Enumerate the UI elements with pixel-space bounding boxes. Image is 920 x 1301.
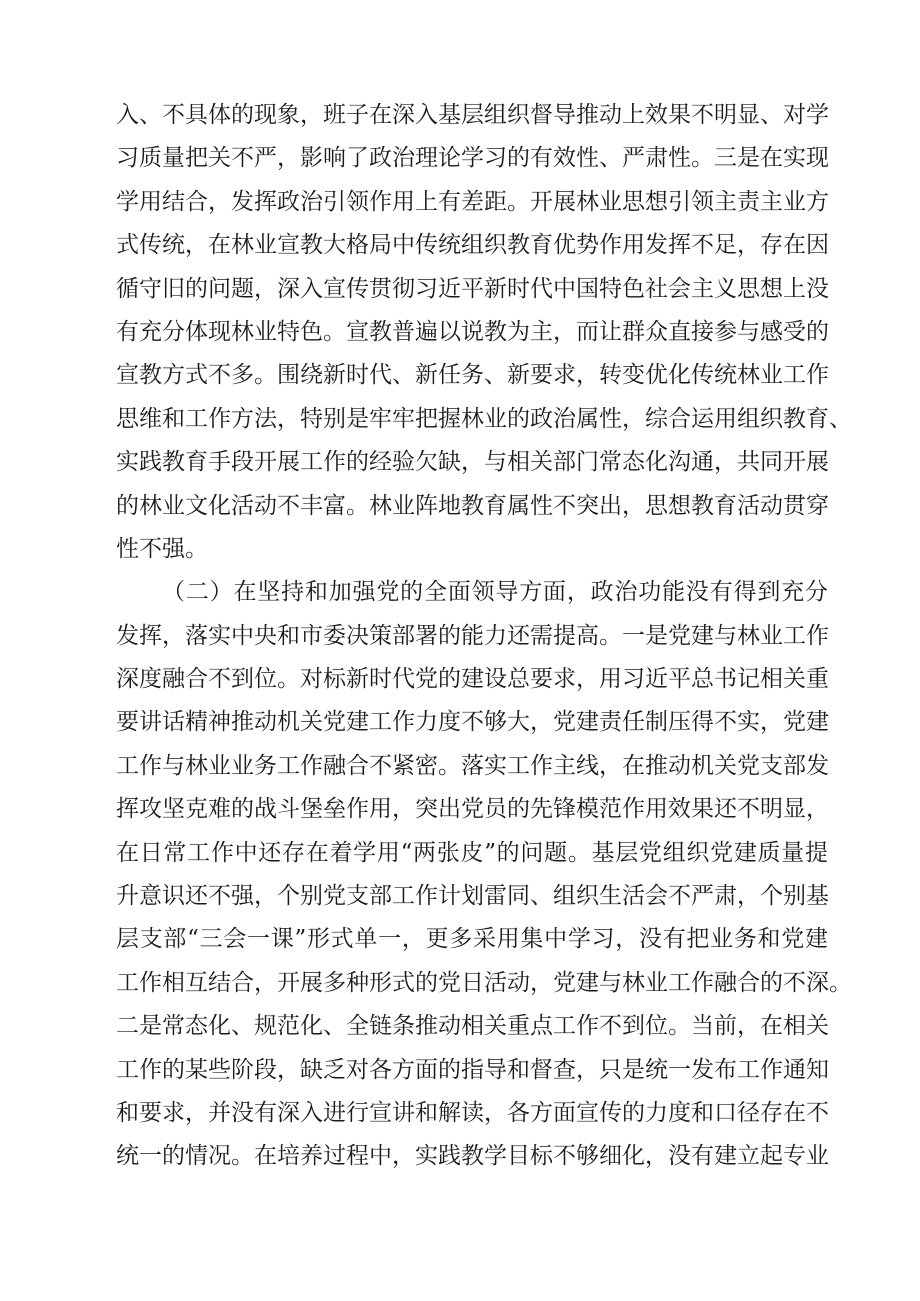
text-line-20: 层支部“三会一课”形式单一，更多采用集中学习，没有把业务和党建 xyxy=(116,926,828,953)
text-line-6: 有充分体现林业特色。宣教普遍以说教为主，而让群众直接参与感受的 xyxy=(116,318,829,345)
text-line-15: 要讲话精神推动机关党建工作力度不够大，党建责任制压得不实，党建 xyxy=(116,709,829,736)
text-line-4: 式传统，在林业宣教大格局中传统组织教育优势作用发挥不足，存在因 xyxy=(116,232,829,259)
text-line-5: 循守旧的问题，深入宣传贯彻习近平新时代中国特色社会主义思想上没 xyxy=(116,275,829,302)
text-line-23: 工作的某些阶段，缺乏对各方面的指导和督查，只是统一发布工作通知 xyxy=(116,1056,829,1083)
text-line-17: 挥攻坚克难的战斗堡垒作用，突出党员的先锋模范作用效果还不明显， xyxy=(116,796,829,823)
text-line-14: 深度融合不到位。对标新时代党的建设总要求，用习近平总书记相关重 xyxy=(116,666,829,693)
body-text xyxy=(116,94,852,1179)
text-line-10: 的林业文化活动不丰富。林业阵地教育属性不突出，思想教育活动贯穿 xyxy=(116,492,829,519)
text-line-11: 性不强。 xyxy=(116,535,208,562)
text-line-16: 工作与林业业务工作融合不紧密。落实工作主线，在推动机关党支部发 xyxy=(116,752,829,779)
text-line-19: 升意识还不强，个别党支部工作计划雷同、组织生活会不严肃，个别基 xyxy=(116,883,829,910)
text-line-9: 实践教育手段开展工作的经验欠缺，与相关部门常态化沟通，共同开展 xyxy=(116,449,829,476)
text-line-24: 和要求，并没有深入进行宣讲和解读，各方面宣传的力度和口径存在不 xyxy=(116,1099,829,1126)
text-line-1: 入、不具体的现象，班子在深入基层组织督导推动上效果不明显、对学 xyxy=(116,102,829,128)
text-line-22: 二是常态化、规范化、全链条推动相关重点工作不到位。当前，在相关 xyxy=(116,1013,829,1040)
text-line-21: 工作相互结合，开展多种形式的党日活动，党建与林业工作融合的不深。 xyxy=(116,969,852,996)
text-line-2: 习质量把关不严，影响了政治理论学习的有效性、严肃性。三是在实现 xyxy=(116,145,829,172)
text-line-8: 思维和工作方法，特别是牢牢把握林业的政治属性，综合运用组织教育、 xyxy=(116,405,852,432)
text-line-13: 发挥，落实中央和市委决策部署的能力还需提高。一是党建与林业工作 xyxy=(116,622,829,649)
text-line-18: 在日常工作中还存在着学用“两张皮”的问题。基层党组织党建质量提 xyxy=(116,839,828,866)
text-line-3: 学用结合，发挥政治引领作用上有差距。开展林业思想引领主责主业方 xyxy=(116,188,829,215)
text-line-7: 宣教方式不多。围绕新时代、新任务、新要求，转变优化传统林业工作 xyxy=(116,362,829,389)
text-line-25: 统一的情况。在培养过程中，实践教学目标不够细化，没有建立起专业 xyxy=(116,1143,829,1170)
section-heading-line: （二）在坚持和加强党的全面领导方面，政治功能没有得到充分 xyxy=(162,579,828,606)
